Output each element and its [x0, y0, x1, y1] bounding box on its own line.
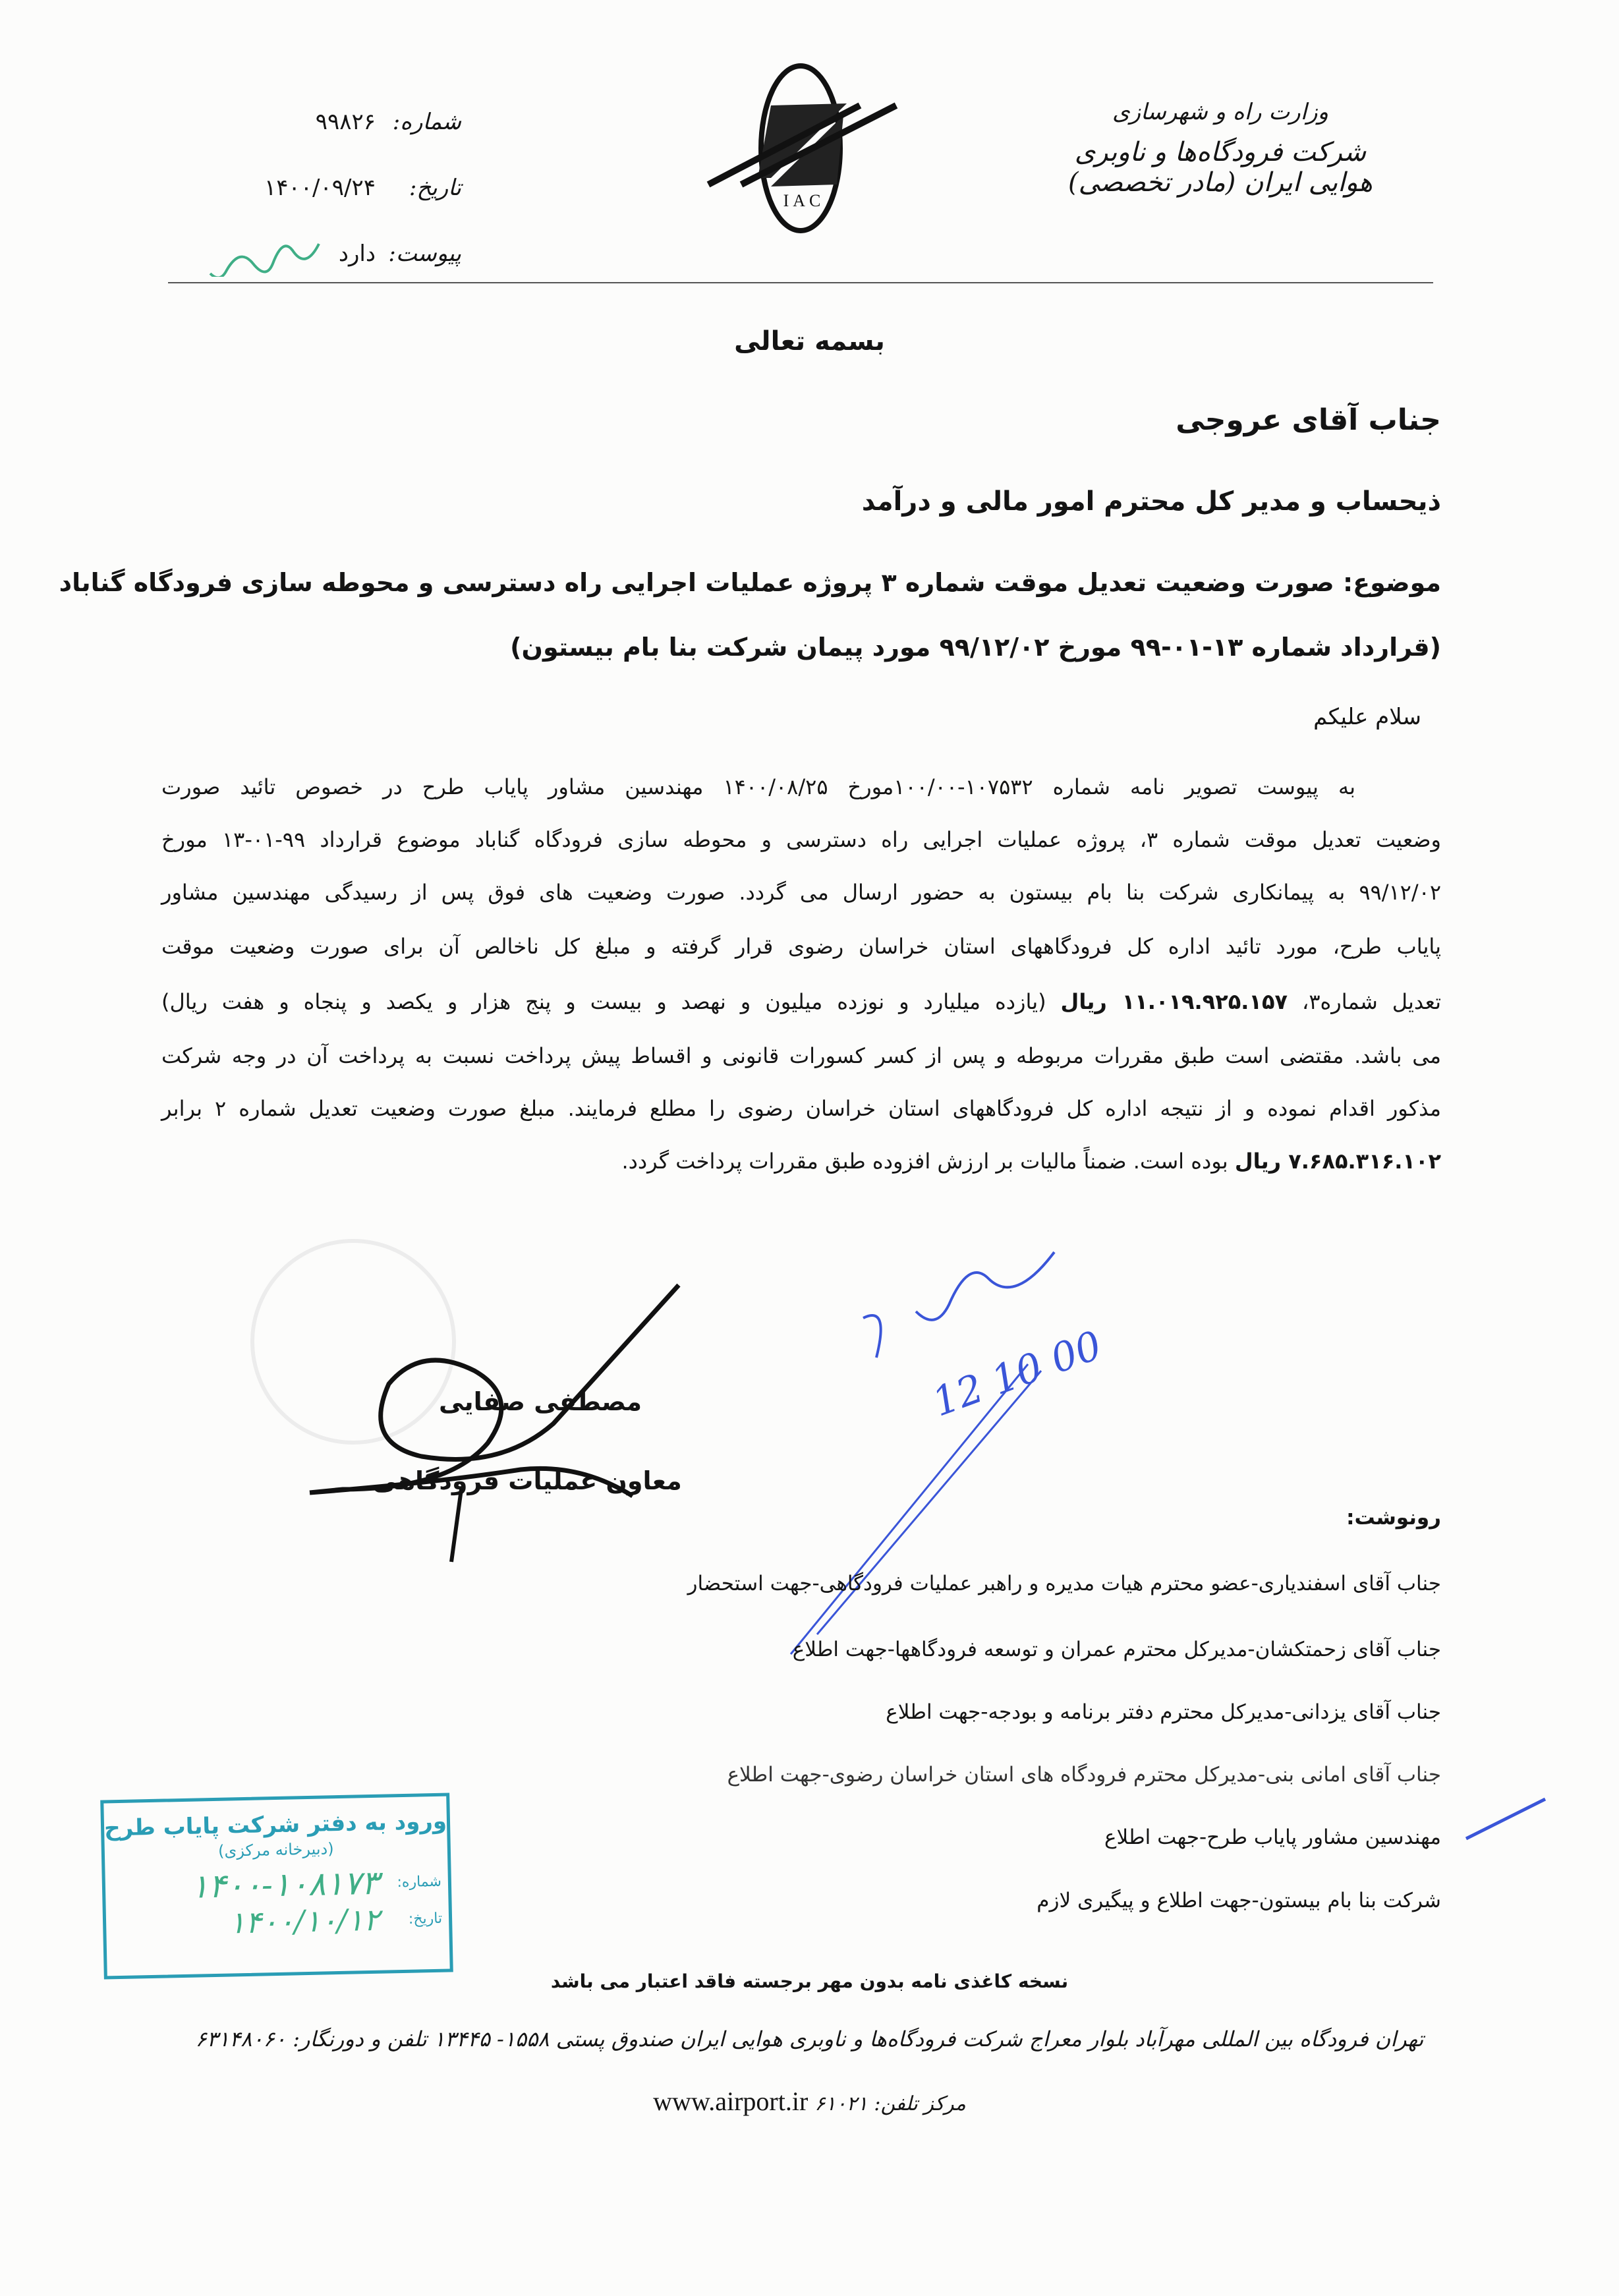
- body-line: [161, 989, 1441, 1014]
- stamp-number-label: شماره:: [397, 1873, 442, 1891]
- cc-heading: رونوشت:: [1346, 1506, 1441, 1530]
- signer-name: مصطفی صفایی: [438, 1387, 642, 1416]
- logo-text: IAC: [783, 191, 825, 210]
- subject-line-2: (قرارداد شماره ۱۳-۰۱-۹۹ مورخ ۹۹/۱۲/۰۲ مورد پیمان شرکت بنا بام بیستون): [510, 633, 1441, 662]
- signer-title: معاون عملیات فرودگاهی: [372, 1466, 682, 1495]
- subject-line-1: موضوع: صورت وضعیت تعدیل موقت شماره ۳ پروژه عملیات اجرایی راه دسترسی و محوطه سازی فرودگاه گناباد: [59, 568, 1441, 597]
- meta-label: شماره:: [392, 109, 461, 135]
- stamp-date-value: ۱۴۰۰/۱۰/۱۲: [228, 1901, 380, 1941]
- meta-number: [145, 89, 461, 155]
- meta-label: پیوست:: [388, 241, 461, 267]
- meta-value: دارد: [338, 241, 376, 267]
- footer-address: تهران فرودگاه بین المللی مهرآباد بلوار معراج شرکت فرودگاه‌ها و ناوبری هوایی ایران صندوق پستی ۱۵۵۸- ۱۳۴۴۵ تلفن و دورنگار: ۶۳۱۴۸۰۶۰: [195, 2026, 1424, 2052]
- iac-logo: [679, 63, 923, 234]
- body-text: بوده است. ضمناً مالیات بر ارزش افزوده طبق مقررات پرداخت گردد.: [621, 1149, 1235, 1174]
- body-text: می باشد. مقتضی است طبق مقررات مربوطه و پس از کسر کسورات قانونی و اقساط پیش پرداخت نسبت به پرداخت آن در وجه شرکت: [161, 1043, 1441, 1068]
- meta-attachment: [145, 221, 461, 287]
- cc-item: شرکت بنا بام بیستون-جهت اطلاع و پیگیری لازم: [1037, 1889, 1441, 1912]
- meta-label: تاریخ:: [409, 175, 461, 201]
- footer-website[interactable]: www.airport.ir: [653, 2086, 809, 2116]
- stamp-number-value: ۱۴۰۰-۱۰۸۱۷۳: [190, 1863, 380, 1906]
- stamp-subtitle: (دبیرخانه مرکزی): [217, 1839, 334, 1860]
- body-line: [161, 827, 1441, 852]
- handwritten-date-note: 12 10 00: [926, 1322, 1108, 1426]
- footer-phone-center: مرکز تلفن: ۶۱۰۲۱: [814, 2092, 966, 2115]
- body-line: [161, 1096, 1441, 1121]
- recipient-title: ذیحساب و مدیر کل محترم امور مالی و درآمد: [861, 486, 1441, 517]
- ministry-name: وزارت راه و شهرسازی: [1112, 99, 1329, 125]
- cc-item: مهندسین مشاور پایاب طرح-جهت اطلاع: [1104, 1825, 1441, 1849]
- body-line: [161, 1149, 1441, 1174]
- body-text: تعدیل شماره۳،: [1288, 989, 1442, 1014]
- bismillah: بسمه تعالی: [734, 326, 885, 357]
- footer-notice: نسخه کاغذی نامه بدون مهر برجسته فاقد اعتبار می باشد: [550, 1970, 1069, 1992]
- letterhead-organization: [1049, 99, 1392, 198]
- cc-item: جناب آقای امانی بنی-مدیرکل محترم فرودگاه های استان خراسان رضوی-جهت اطلاع: [727, 1763, 1441, 1787]
- body-line: [161, 880, 1441, 905]
- handwritten-signature: [303, 1272, 698, 1575]
- body-text: پایاب طرح، مورد تائید اداره کل فرودگاههای استان خراسان رضوی قرار گرفته و مبلغ کل ناخالص آن برای صورت وضعیت موقت: [161, 934, 1441, 959]
- body-text: وضعیت تعدیل موقت شماره ۳، پروژه عملیات اجرایی راه دسترسی و محوطه سازی فرودگاه گناباد موضوع قرارداد ۹۹-۰۱-۱۳ مورخ: [161, 827, 1441, 852]
- stamp-date-label: تاریخ:: [408, 1910, 443, 1928]
- body-line: [161, 774, 1441, 799]
- meta-date: [145, 155, 461, 221]
- blue-check-mark-icon: [1460, 1793, 1552, 1854]
- amount-bold: ۱۱.۰۱۹.۹۲۵.۱۵۷ ریال: [1060, 989, 1288, 1014]
- body-line: [161, 934, 1441, 959]
- greeting: سلام علیکم: [1313, 704, 1421, 730]
- cc-item: جناب آقای یزدانی-مدیرکل محترم دفتر برنامه و بودجه-جهت اطلاع: [886, 1700, 1441, 1724]
- footer-contact: [0, 2086, 1619, 2117]
- meta-value: ۱۴۰۰/۰۹/۲۴: [264, 175, 376, 201]
- recipient-name: جناب آقای عروجی: [1176, 403, 1441, 437]
- cc-item: جناب آقای زحمتکشان-مدیرکل محترم عمران و توسعه فرودگاهها-جهت اطلاع: [792, 1638, 1441, 1661]
- amount-bold: ۷.۶۸۵.۳۱۶.۱۰۲ ریال: [1234, 1149, 1441, 1174]
- body-text: ۹۹/۱۲/۰۲ به پیمانکاری شرکت بنا بام بیستون به حضور ارسال می گردد. صورت وضعیت های فوق پس از رسیدگی مهندسین مشاور: [161, 880, 1441, 905]
- letter-body: [161, 774, 1441, 1196]
- body-text: (یازده میلیارد و نوزده میلیون و نهصد و بیست و پنج هزار و یکصد و پنجاه و هفت ریال): [161, 989, 1061, 1014]
- body-text: مذکور اقدام نموده و از نتیجه اداره کل فرودگاههای استان خراسان رضوی را مطلع فرمایند. مبلغ صورت وضعیت تعدیل شماره ۲ برابر: [161, 1096, 1442, 1121]
- blue-pen-annotation: [778, 1239, 1147, 1667]
- company-name: شرکت فرودگاه‌ها و ناوبری هوایی ایران (مادر تخصصی): [1068, 137, 1373, 198]
- header-divider: [168, 282, 1433, 283]
- received-stamp: [100, 1793, 453, 1979]
- cc-item: جناب آقای اسفندیاری-عضو محترم هیات مدیره و راهبر عملیات فرودگاهی-جهت استحضار: [687, 1572, 1441, 1595]
- stamp-title: ورود به دفتر شرکت پایاب طرح: [103, 1808, 447, 1842]
- green-handwriting-scribble: [207, 231, 326, 277]
- meta-value: ۹۹۸۲۶: [315, 109, 376, 135]
- body-line: [161, 1043, 1441, 1068]
- body-text: به پیوست تصویر نامه شماره ۱۰۷۵۳۲-۱۰۰/۰۰مورخ ۱۴۰۰/۰۸/۲۵ مهندسین مشاور پایاب طرح در خصوص تائید صورت: [161, 774, 1356, 799]
- letter-meta: [145, 89, 461, 287]
